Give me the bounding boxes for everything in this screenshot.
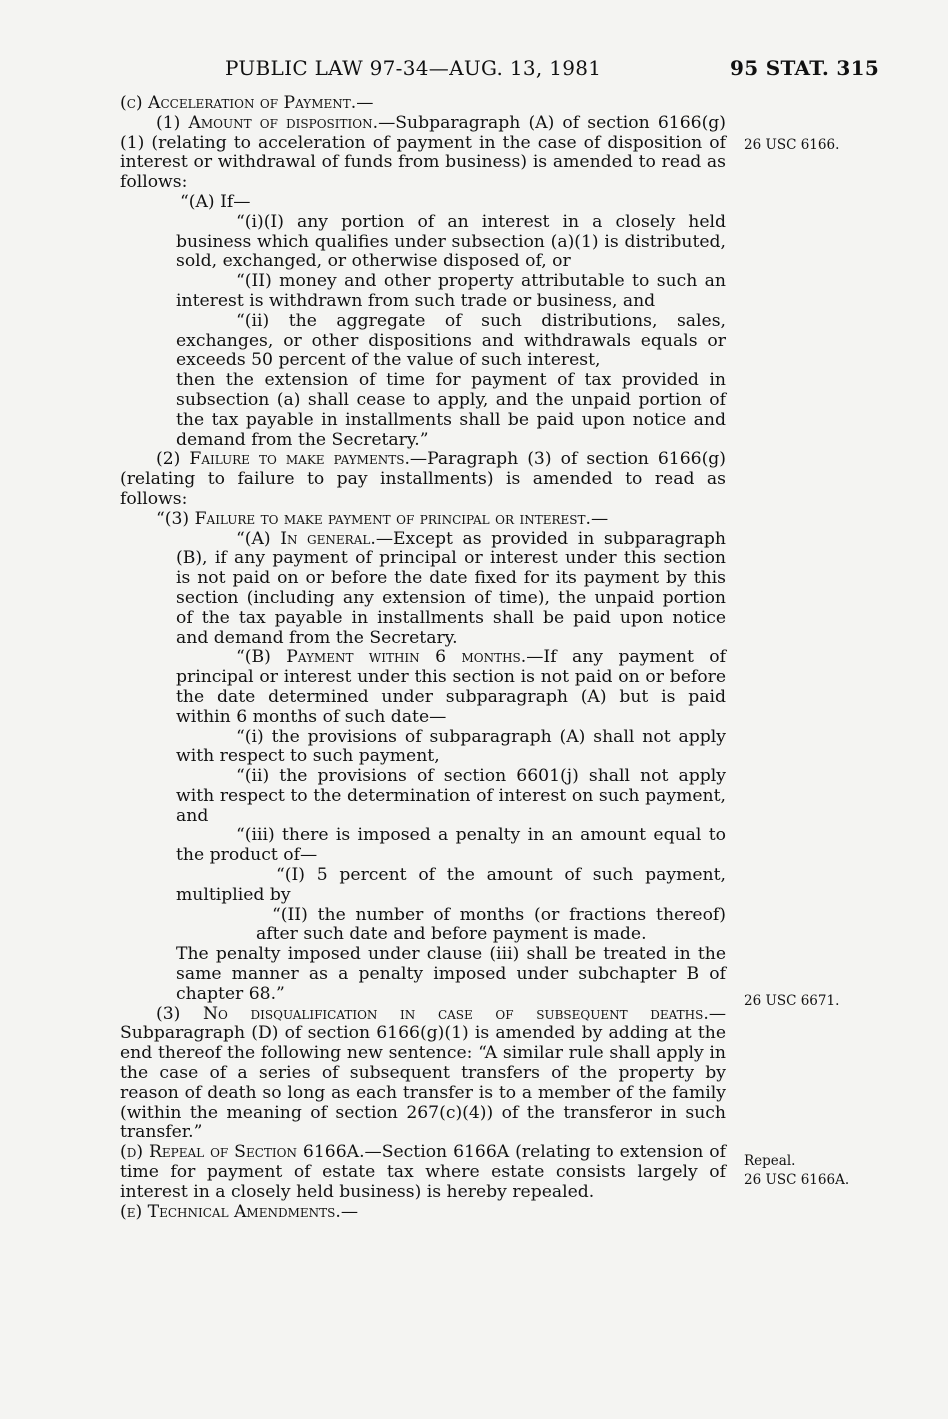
statute-paragraph: [120, 371, 726, 450]
paragraph-text: “(II) money and other property attributable to such an interest is withdrawn from such trade or business, and: [176, 271, 726, 311]
paragraph-text: —Subparagraph (A) of section 6166(g)(1) (relating to acceleration of payment in the case of disposition of interest or withdrawal of funds from business) is amended to read as follows:: [120, 112, 726, 193]
paragraph-heading: (c) Acceleration of Payment.—: [120, 93, 374, 113]
paragraph-text: “(i) the provisions of subparagraph (A) shall not apply with respect to such payment,: [176, 726, 726, 767]
statute-paragraph: [120, 312, 726, 371]
paragraph-text: “(ii) the provisions of section 6601(j) shall not apply with respect to the determination of interest on such payment, and: [176, 766, 726, 826]
statute-paragraph: [120, 945, 726, 1004]
paragraph-heading: “(A) In general.: [236, 528, 376, 549]
statute-paragraph: [120, 510, 726, 530]
paragraph-text: —Section 6166A (relating to extension of time for payment of estate tax where estate consists largely of interest in a closely held business) is hereby repealed.: [120, 1142, 726, 1202]
paragraph-heading: (d) Repeal of Section 6166A.: [120, 1142, 365, 1163]
statute-paragraph: [120, 728, 726, 768]
paragraph-text: The penalty imposed under clause (iii) shall be treated in the same manner as a penalty imposed under subchapter B of chapter 68.”: [176, 944, 726, 1004]
statute-paragraph: [120, 94, 726, 114]
paragraph-text: “(I) 5 percent of the amount of such payment, multiplied by: [176, 865, 726, 905]
paragraph-text: then the extension of time for payment of tax provided in subsection (a) shall cease to apply, and the unpaid portion of the tax payable in installments shall be paid upon notice and demand from the Secretary.”: [176, 370, 726, 450]
statute-paragraph: [120, 530, 726, 649]
statute-paragraph: [120, 826, 726, 866]
paragraph-heading: “(3) Failure to make payment of principal or interest.—: [156, 508, 609, 529]
margin-note: Repeal.: [744, 1153, 796, 1169]
margin-note: 26 USC 6166A.: [744, 1172, 850, 1188]
paragraph-heading: (e) Technical Amendments.—: [120, 1201, 359, 1222]
paragraph-text: “(A) If—: [180, 191, 251, 212]
statute-paragraph: [120, 648, 726, 727]
paragraph-text: —Subparagraph (D) of section 6166(g)(1) is amended by adding at the end thereof the following new sentence: “A similar rule shall apply in the case of a series of subsequent transfers of the property by reason of death so long as each transfer is to a member of the family (within the meaning of section 267(c)(4)) of the transferor in such transfer.”: [120, 1003, 726, 1143]
paragraph-text: “(iii) there is imposed a penalty in an amount equal to the product of—: [176, 825, 726, 866]
paragraph-text: “(ii) the aggregate of such distributions, sales, exchanges, or other dispositions and withdrawals equals or exceeds 50 percent of the value of such interest,: [176, 310, 726, 371]
paragraph-heading: (2) Failure to make payments.: [156, 449, 410, 470]
statute-paragraph: [120, 272, 726, 312]
paragraph-heading: “(B) Payment within 6 months.: [236, 647, 527, 668]
statute-paragraph: [120, 767, 726, 826]
statute-paragraph: [120, 193, 726, 213]
statute-paragraph: [120, 114, 726, 193]
statute-paragraph: [120, 866, 726, 906]
paragraph-text: —If any payment of principal or interest under this section is not paid on or before the date determined under subparagraph (A) but is paid within 6 months of such date—: [176, 647, 726, 727]
statute-paragraph: [120, 1005, 726, 1144]
paragraph-text: “(i)(I) any portion of an interest in a closely held business which qualifies under subsection (a)(1) is distributed, sold, exchanged, or otherwise disposed of, or: [176, 211, 726, 272]
running-header-left: PUBLIC LAW 97-34—AUG. 13, 1981: [225, 56, 602, 80]
statute-body: [120, 94, 726, 1222]
statute-paragraph: [120, 213, 726, 272]
running-header-right: 95 STAT. 315: [730, 56, 880, 80]
statute-paragraph: [120, 1203, 726, 1223]
paragraph-heading: (3) No disqualification in case of subsequent deaths.: [156, 1003, 709, 1024]
margin-note: 26 USC 6166.: [744, 137, 840, 153]
paragraph-text: —Paragraph (3) of section 6166(g) (relating to failure to pay installments) is amended to read as follows:: [120, 449, 726, 509]
statute-paragraph: [120, 1143, 726, 1202]
paragraph-text: —Except as provided in subparagraph (B), if any payment of principal or interest under this section is not paid on or before the date fixed for its payment by this section (including any extension of time), the unpaid portion of the tax payable in installments shall be paid upon notice and demand from the Secretary.: [176, 528, 726, 648]
margin-note: 26 USC 6671.: [744, 993, 840, 1009]
paragraph-heading: (1) Amount of disposition.: [156, 112, 379, 133]
statute-paragraph: [120, 450, 726, 509]
statute-paragraph: [120, 906, 726, 946]
paragraph-text: “(II) the number of months (or fractions thereof) after such date and before payment is made.: [256, 904, 726, 945]
